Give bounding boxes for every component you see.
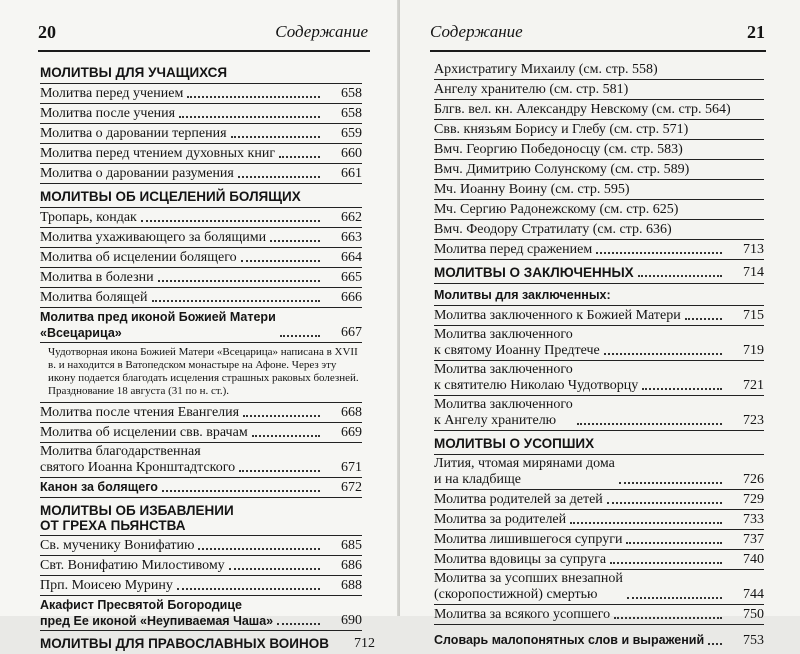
entry-page: 714	[743, 265, 764, 280]
toc-entry	[40, 576, 362, 596]
toc-entry	[434, 530, 764, 550]
entry-page: 729	[743, 492, 764, 507]
toc-entry	[40, 423, 362, 443]
entry-page: 733	[743, 512, 764, 527]
section-title: МОЛИТВЫ ДЛЯ УЧАЩИХСЯ	[40, 60, 362, 84]
entry-text	[434, 327, 604, 359]
toc-line: Вмч. Димитрию Солунскому (см. стр. 589)	[434, 160, 764, 180]
toc-entry	[434, 510, 764, 530]
entry-page: 666	[341, 290, 362, 305]
entry-line: Молитва заключенного	[434, 397, 573, 412]
entry-page: 658	[341, 86, 362, 101]
leader-dots	[198, 548, 320, 550]
leader-dots	[604, 353, 722, 355]
entry-line: к Ангелу хранителю	[434, 413, 557, 428]
entry-page: 686	[341, 558, 362, 573]
toc-entry	[40, 124, 362, 144]
toc-left	[40, 60, 375, 654]
section-title-line: МОЛИТВЫ ОБ ИЗБАВЛЕНИИ	[40, 503, 234, 518]
toc-entry	[40, 536, 362, 556]
entry-page: 660	[341, 146, 362, 161]
leader-dots	[642, 388, 722, 390]
toc-entry	[40, 268, 362, 288]
entry-page: 665	[341, 270, 362, 285]
entry-line: Молитва благодарственная	[40, 444, 201, 459]
leader-dots	[158, 280, 320, 282]
entry-page: 664	[341, 250, 362, 265]
entry-text: Молитва об исцелении свв. врачам	[40, 425, 248, 440]
leader-dots	[241, 260, 320, 262]
leader-dots	[596, 252, 722, 254]
page-number: 20	[38, 22, 56, 42]
entry-page: 669	[341, 425, 362, 440]
toc-entry	[434, 605, 764, 625]
toc-entry-icon-vsetsaritsa	[40, 308, 362, 343]
toc-line: Архистратигу Михаилу (см. стр. 558)	[434, 60, 764, 80]
entry-text: Св. мученику Вонифатию	[40, 538, 195, 553]
entry-text	[40, 597, 277, 629]
leader-dots	[277, 623, 320, 625]
section-title-text: МОЛИТВЫ О ЗАКЛЮЧЕННЫХ	[434, 265, 634, 280]
toc-line: Мч. Сергию Радонежскому (см. стр. 625)	[434, 200, 764, 220]
toc-entry	[40, 248, 362, 268]
toc-entry	[434, 490, 764, 510]
entry-text: Молитва за всякого усопшего	[434, 607, 611, 622]
toc-entry	[434, 396, 764, 431]
entry-line: Акафист Пресвятой Богородице	[40, 598, 242, 612]
entry-line: Молитва заключенного	[434, 327, 573, 342]
toc-entry	[40, 556, 362, 576]
right-page	[400, 0, 800, 648]
toc-entry	[434, 455, 764, 490]
entry-text: Молитва за родителей	[434, 512, 567, 527]
toc-line: Ангелу хранителю (см. стр. 581)	[434, 80, 764, 100]
entry-text	[434, 571, 627, 603]
entry-page: 712	[354, 636, 375, 651]
leader-dots	[614, 617, 722, 619]
leader-dots	[626, 542, 722, 544]
entry-text: Молитва ухаживающего за болящими	[40, 230, 267, 245]
toc-entry	[40, 478, 362, 498]
entry-page: 715	[743, 308, 764, 323]
entry-text: Молитва вдовицы за супруга	[434, 552, 607, 567]
leader-dots	[152, 300, 320, 302]
entry-page: 688	[341, 578, 362, 593]
toc-entry	[434, 361, 764, 396]
entry-line: Молитва заключенного	[434, 362, 573, 377]
entry-text: Молитва перед учением	[40, 86, 184, 101]
toc-entry	[40, 443, 362, 478]
entry-page: 690	[341, 613, 362, 628]
entry-page: 721	[743, 378, 764, 393]
toc-line: Блгв. вел. кн. Александру Невскому (см. стр. 564)	[434, 100, 764, 120]
leader-dots	[252, 435, 320, 437]
entry-page: 719	[743, 343, 764, 358]
entry-page: 744	[743, 587, 764, 602]
section-title-line: ОТ ГРЕХА ПЬЯНСТВА	[40, 518, 186, 533]
entry-text: Молитва в болезни	[40, 270, 154, 285]
toc-entry	[40, 208, 362, 228]
leader-dots	[229, 568, 320, 570]
leader-dots	[279, 156, 320, 158]
entry-line: (скоропостижной) смертью	[434, 587, 598, 602]
section-title-prisoners	[434, 260, 764, 284]
entry-text: Прп. Моисею Мурину	[40, 578, 173, 593]
entry-line: к святому Иоанну Предтече	[434, 343, 600, 358]
entry-text: Молитва после чтения Евангелия	[40, 405, 240, 420]
leader-dots	[141, 220, 320, 222]
right-page-header	[430, 22, 765, 46]
toc-entry	[434, 326, 764, 361]
toc-entry-glossary	[434, 631, 764, 650]
entry-text	[40, 444, 239, 476]
entry-text: Свт. Вонифатию Милостивому	[40, 558, 225, 573]
toc-entry	[40, 104, 362, 124]
entry-text: Молитва родителей за детей	[434, 492, 603, 507]
leader-dots	[162, 490, 320, 492]
toc-line: Мч. Иоанну Воину (см. стр. 595)	[434, 180, 764, 200]
leader-dots	[179, 116, 320, 118]
toc-line: Свв. князьям Борису и Глебу (см. стр. 571)	[434, 120, 764, 140]
entry-page: 753	[743, 633, 764, 648]
entry-text	[40, 309, 280, 341]
left-page-header	[38, 22, 368, 46]
entry-page: 662	[341, 210, 362, 225]
leader-dots	[607, 502, 722, 504]
subsection-title: Молитвы для заключенных:	[434, 284, 764, 306]
toc-entry	[434, 306, 764, 326]
entry-text: Тропарь, кондак	[40, 210, 137, 225]
leader-dots	[685, 318, 722, 320]
leader-dots	[280, 335, 320, 337]
entry-page: 713	[743, 242, 764, 257]
entry-text: Молитва о даровании разумения	[40, 166, 234, 181]
leader-dots	[243, 415, 320, 417]
toc-line: Вмч. Феодору Стратилату (см. стр. 636)	[434, 220, 764, 240]
left-page	[0, 0, 400, 651]
entry-page: 663	[341, 230, 362, 245]
leader-dots	[231, 136, 320, 138]
entry-text: Молитва болящей	[40, 290, 148, 305]
entry-page: 659	[341, 126, 362, 141]
entry-line: «Всецарица»	[40, 326, 122, 340]
entry-page: 750	[743, 607, 764, 622]
toc-entry	[434, 240, 764, 260]
toc-entry	[40, 144, 362, 164]
entry-line: Молитва пред иконой Божией Матери	[40, 310, 276, 324]
toc-entry	[434, 550, 764, 570]
header-rule	[430, 50, 766, 52]
entry-text: Канон за болящего	[40, 480, 158, 494]
leader-dots	[610, 562, 722, 564]
entry-page: 671	[341, 460, 362, 475]
entry-page: 672	[341, 480, 362, 495]
section-title: МОЛИТВЫ ОБ ИСЦЕЛЕНИЙ БОЛЯЩИХ	[40, 184, 362, 208]
leader-dots	[270, 240, 320, 242]
entry-text	[434, 456, 619, 488]
running-title: Содержание	[430, 22, 523, 41]
toc-entry	[40, 84, 362, 104]
section-title-text: МОЛИТВЫ ДЛЯ ПРАВОСЛАВНЫХ ВОИНОВ	[40, 636, 329, 651]
leader-dots	[577, 423, 722, 425]
leader-dots	[177, 588, 320, 590]
entry-text: Молитва после учения	[40, 106, 176, 121]
leader-dots	[239, 470, 320, 472]
leader-dots	[627, 597, 722, 599]
leader-dots	[570, 522, 722, 524]
entry-line: Молитва за усопших внезапной	[434, 571, 623, 586]
entry-page: 658	[341, 106, 362, 121]
entry-text: Молитва об исцелении болящего	[40, 250, 237, 265]
toc-entry	[40, 403, 362, 423]
icon-note: Чудотворная икона Божией Матери «Всецарица» написана в XVII в. и находится в Ватопедском монастыре на Афоне. Через эту икону подается благодать исцеления страшных раковых болезней. Празднование 18 августа (31 по н. ст.).	[40, 343, 362, 403]
entry-text: Молитва перед чтением духовных книг	[40, 146, 276, 161]
leader-dots	[638, 275, 722, 277]
entry-page: 740	[743, 552, 764, 567]
entry-line: и на кладбище	[434, 472, 521, 487]
toc-entry	[434, 570, 764, 605]
entry-page: 668	[341, 405, 362, 420]
entry-page: 667	[341, 325, 362, 340]
page-number: 21	[747, 22, 765, 42]
entry-text	[434, 362, 642, 394]
entry-text: Молитва перед сражением	[434, 242, 593, 257]
entry-line: к святителю Николаю Чудотворцу	[434, 378, 639, 393]
entry-line: пред Ее иконой «Неупиваемая Чаша»	[40, 614, 274, 628]
leader-dots	[619, 482, 722, 484]
header-rule	[38, 50, 370, 52]
toc-entry	[40, 164, 362, 184]
entry-page: 685	[341, 538, 362, 553]
entry-page: 661	[341, 166, 362, 181]
toc-right	[434, 60, 764, 650]
entry-line: Лития, чтомая мирянами дома	[434, 456, 615, 471]
section-title	[40, 498, 362, 536]
section-title-warriors	[40, 631, 375, 654]
entry-text: Молитва о даровании терпения	[40, 126, 227, 141]
entry-text: Словарь малопонятных слов и выражений	[434, 633, 705, 647]
entry-text: Молитва заключенного к Божией Матери	[434, 308, 681, 323]
leader-dots	[238, 176, 320, 178]
leader-dots	[187, 96, 320, 98]
toc-line: Вмч. Георгию Победоносцу (см. стр. 583)	[434, 140, 764, 160]
toc-entry	[40, 288, 362, 308]
toc-entry-akathist	[40, 596, 362, 631]
section-title: МОЛИТВЫ О УСОПШИХ	[434, 431, 764, 455]
entry-line: святого Иоанна Кронштадтского	[40, 460, 236, 475]
running-title: Содержание	[275, 22, 368, 41]
entry-page: 726	[743, 472, 764, 487]
leader-dots	[708, 643, 722, 645]
entry-text	[434, 397, 577, 429]
entry-page: 737	[743, 532, 764, 547]
entry-text: Молитва лишившегося супруги	[434, 532, 623, 547]
entry-page: 723	[743, 413, 764, 428]
toc-entry	[40, 228, 362, 248]
